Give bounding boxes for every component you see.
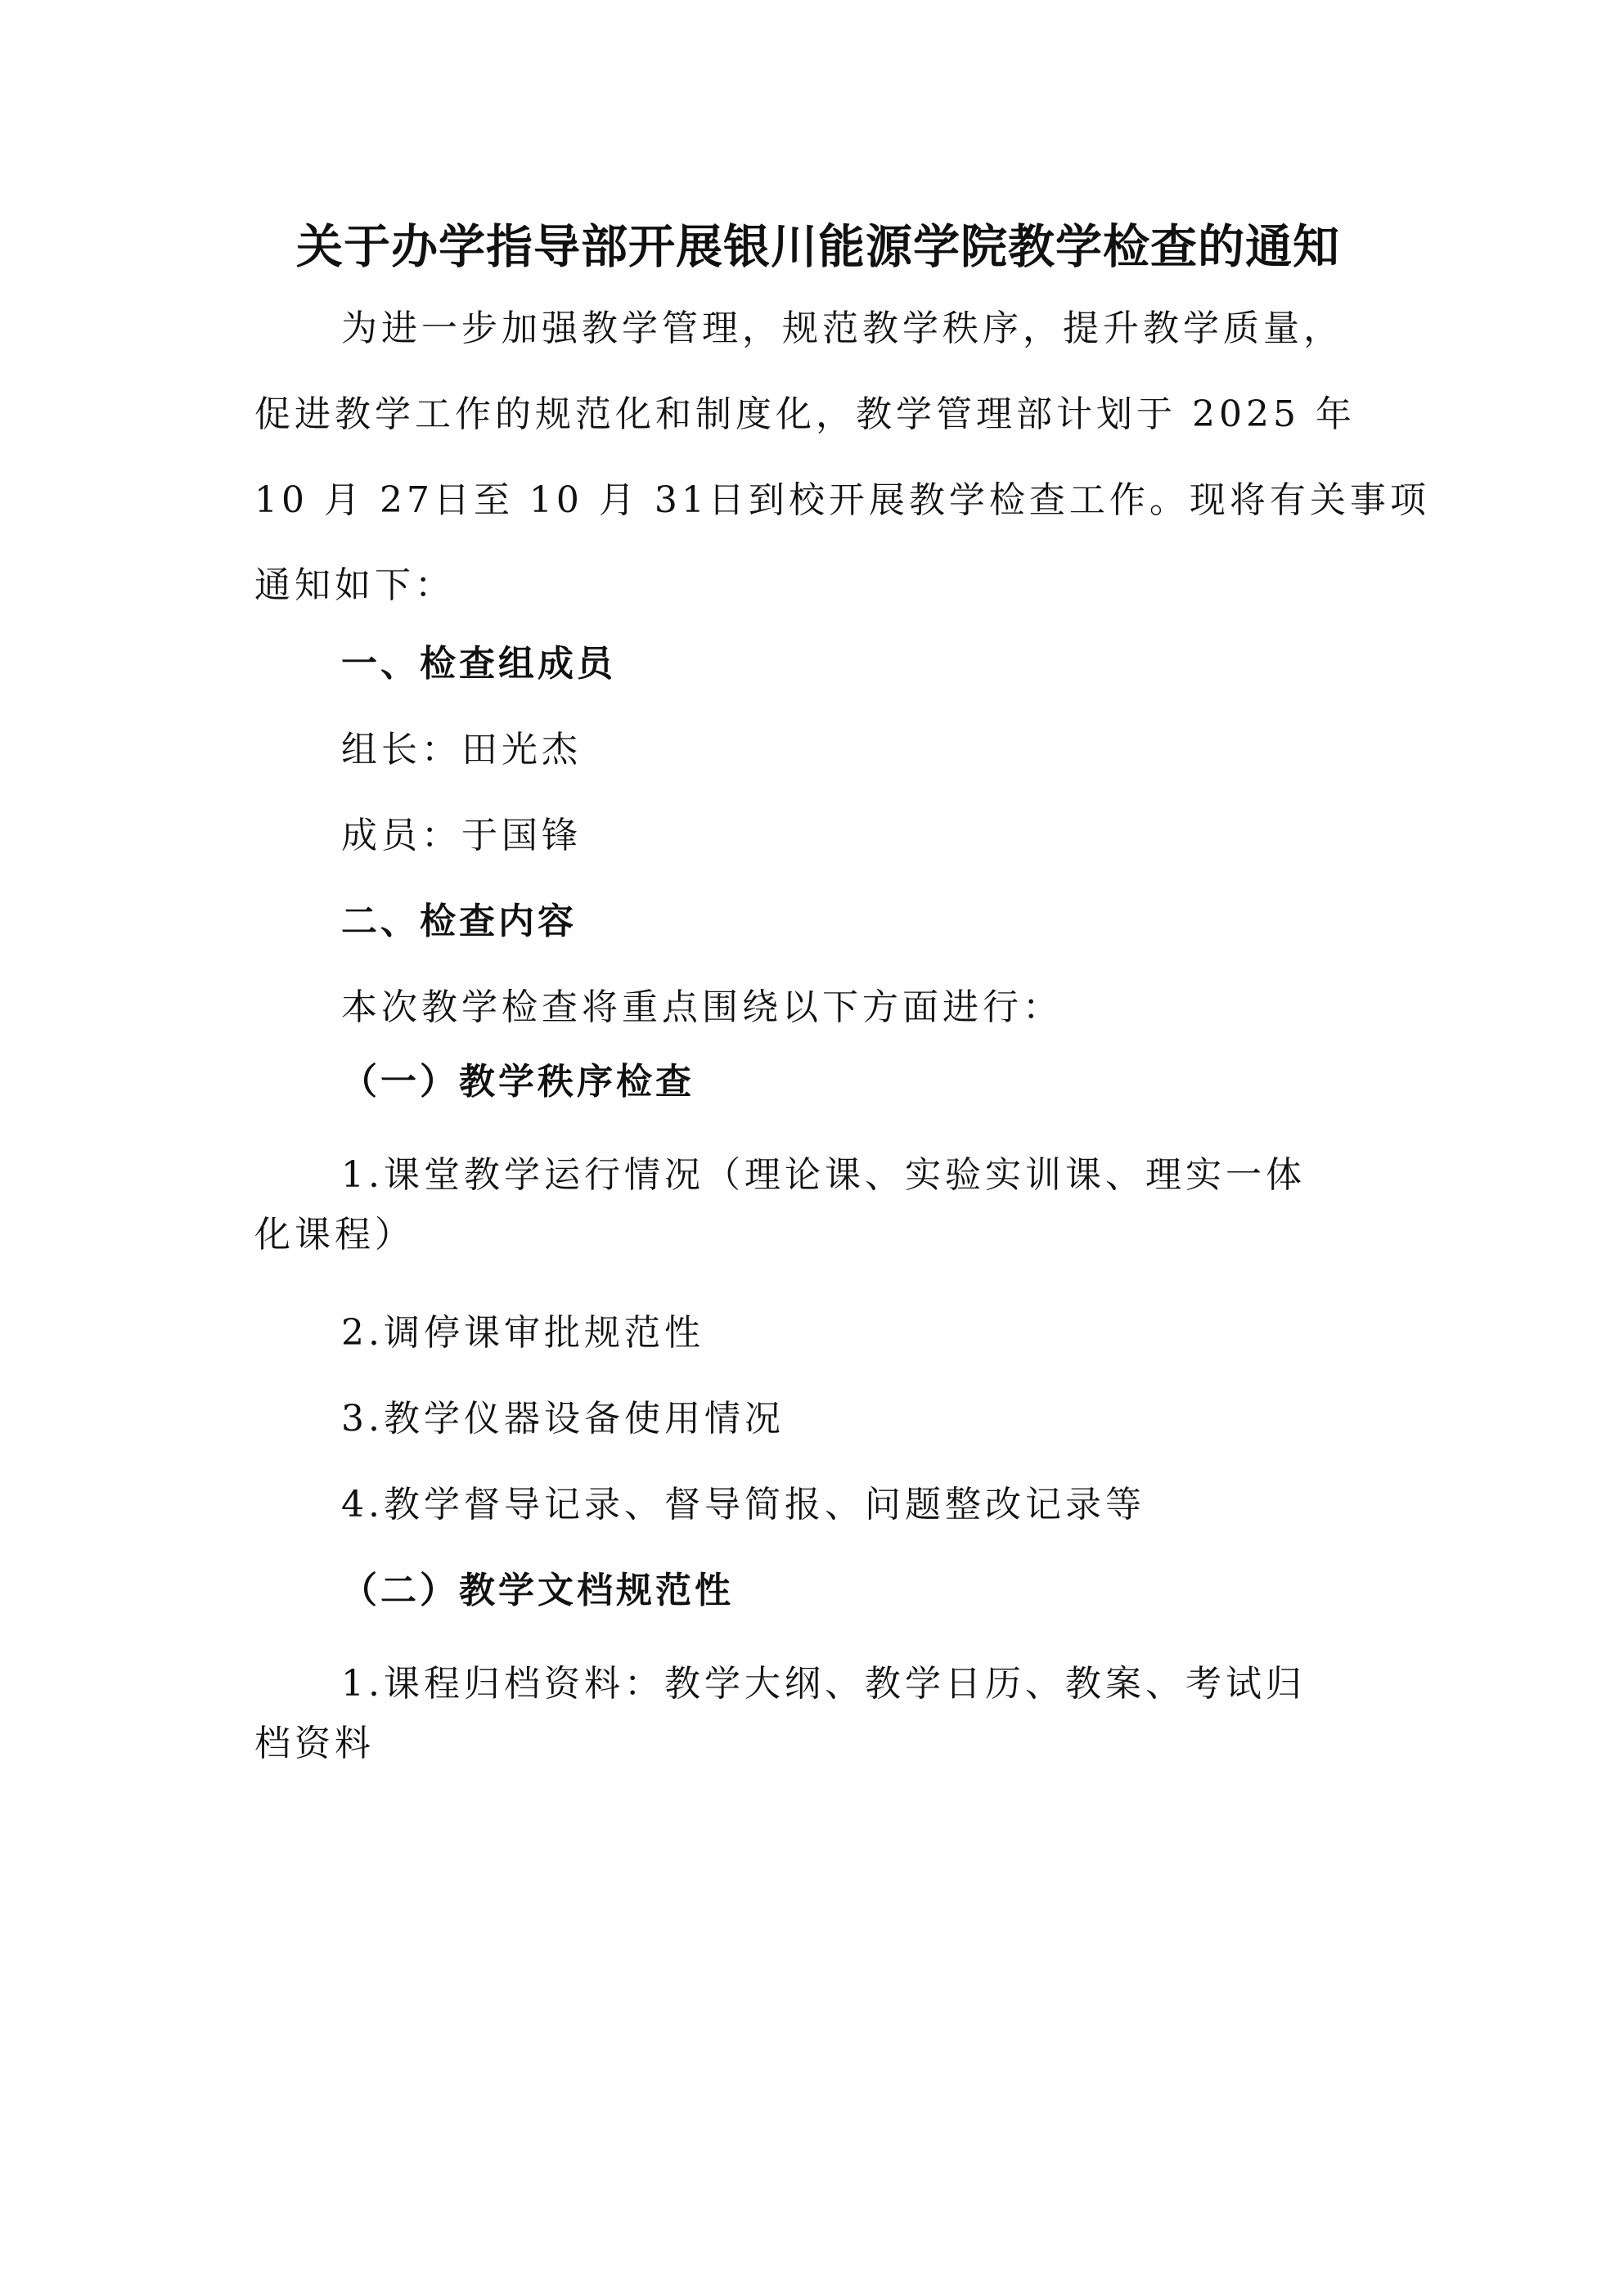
teaching-documents-item-1-line-1: 1.课程归档资料：教学大纲、教学日历、教案、考试归 — [341, 1663, 1306, 1705]
teaching-order-item-4: 4.教学督导记录、督导简报、问题整改记录等 — [341, 1484, 1145, 1525]
teaching-order-item-2: 2.调停课审批规范性 — [341, 1312, 704, 1354]
teaching-order-item-1-line-1: 1.课堂教学运行情况（理论课、实验实训课、理实一体 — [341, 1154, 1306, 1196]
section-heading-inspection-content: 二、检查内容 — [341, 901, 577, 942]
intro-line-4: 通知如下： — [254, 564, 455, 606]
inspection-content-lead: 本次教学检查将重点围绕以下方面进行： — [341, 986, 1063, 1028]
team-leader: 组长：田光杰 — [341, 729, 582, 771]
intro-line-3: 10 月 27日至 10 月 31日到校开展教学检查工作。现将有关事项 — [254, 479, 1430, 521]
section-heading-inspection-team: 一、检查组成员 — [341, 643, 616, 685]
teaching-documents-item-1-line-2: 档资料 — [254, 1723, 375, 1764]
intro-line-1: 为进一步加强教学管理，规范教学秩序，提升教学质量， — [341, 308, 1343, 349]
teaching-order-item-1-line-2: 化课程） — [254, 1214, 415, 1256]
subheading-teaching-documents: （二）教学文档规范性 — [341, 1570, 734, 1611]
intro-line-2: 促进教学工作的规范化和制度化，教学管理部计划于 2025 年 — [254, 393, 1356, 435]
teaching-order-item-3: 3.教学仪器设备使用情况 — [341, 1398, 785, 1440]
team-member: 成员：于国锋 — [341, 815, 582, 856]
document-title: 关于办学指导部开展银川能源学院教学检查的通知 — [296, 219, 1340, 274]
subheading-teaching-order: （一）教学秩序检查 — [341, 1061, 695, 1103]
